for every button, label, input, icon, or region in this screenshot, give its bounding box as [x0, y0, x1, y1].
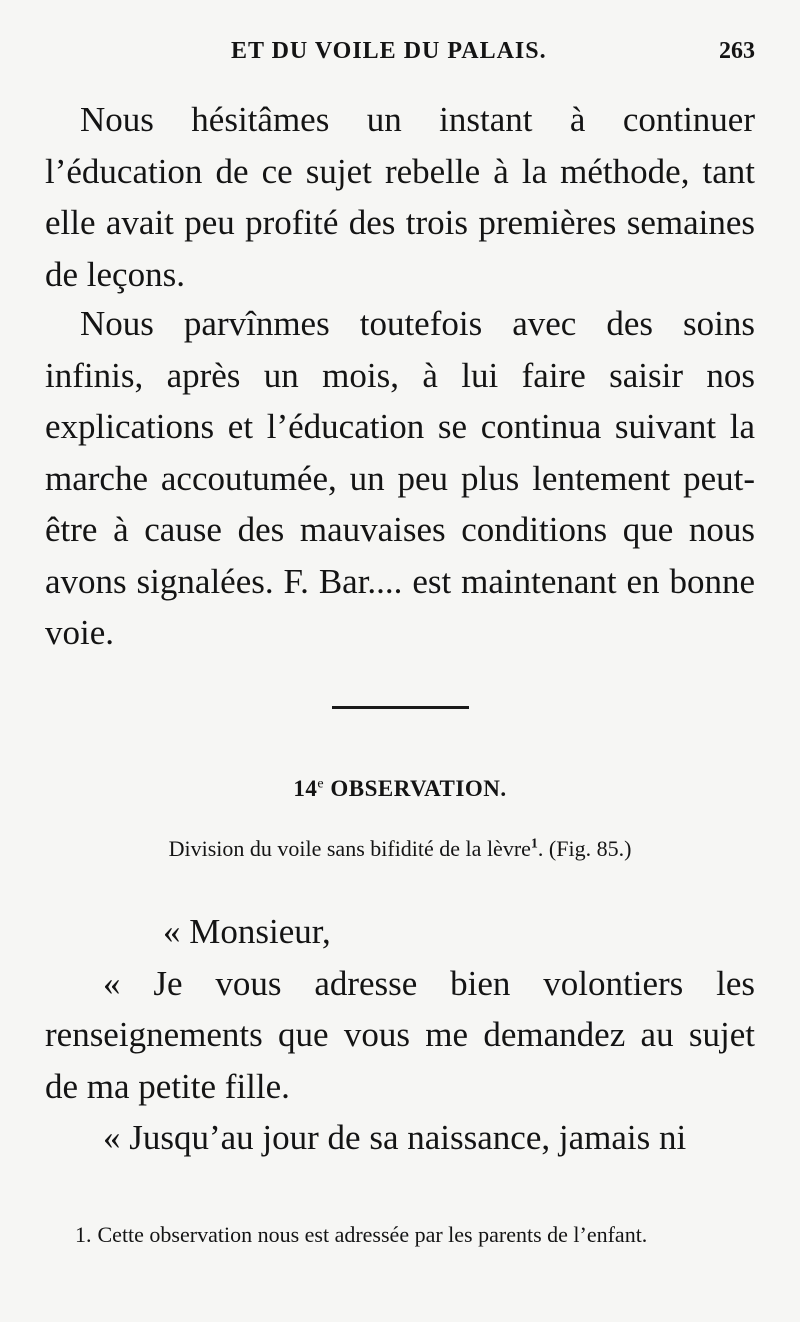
letter-paragraph-2: « Jusqu’au jour de sa naissance, jamais ni — [103, 1118, 687, 1157]
running-title: ET DU VOILE DU PALAIS. — [231, 38, 547, 64]
paragraph-2: Nous parvînmes toutefois avec des soins infinis, après un mois, à lui faire saisir nos explications et l’éducation se continua suivant la marche accoutumée, un peu plus lentement peut-être à cause des mauvaises conditions que nous avons signalées. F. Bar.... est maintenant en bonne voie. — [45, 304, 755, 652]
subtitle-text: Division du voile sans bifidité de la lèvre — [168, 836, 531, 861]
observation-number: 14 — [293, 776, 318, 801]
footnote-block — [45, 1218, 755, 1252]
paragraph-1-block — [45, 94, 755, 300]
section-divider — [332, 706, 469, 709]
footnote-reference: 1 — [530, 836, 538, 852]
footnote-text: Cette observation nous est adressée par les parents de l’enfant. — [97, 1222, 648, 1247]
footnote-number: 1. — [75, 1222, 92, 1247]
observation-ordinal: e — [317, 776, 325, 792]
paragraph-1: Nous hésitâmes un instant à continuer l’éducation de ce sujet rebelle à la méthode, tant elle avait peu profité des trois premières semaines de leçons. — [45, 100, 755, 294]
observation-title: OBSERVATION. — [330, 776, 507, 801]
letter-salutation: « Monsieur, — [163, 912, 331, 951]
letter-block — [45, 906, 755, 1164]
page-header — [45, 38, 755, 70]
observation-subtitle — [0, 836, 800, 862]
observation-heading — [0, 776, 800, 802]
paragraph-2-block — [45, 298, 755, 659]
subtitle-figure-ref: . (Fig. 85.) — [537, 836, 632, 861]
footnote — [45, 1218, 755, 1252]
page-number: 263 — [719, 38, 755, 64]
letter-paragraph-1: « Je vous adresse bien volontiers les renseignements que vous me demandez au sujet de ma petite fille. — [45, 963, 755, 1106]
